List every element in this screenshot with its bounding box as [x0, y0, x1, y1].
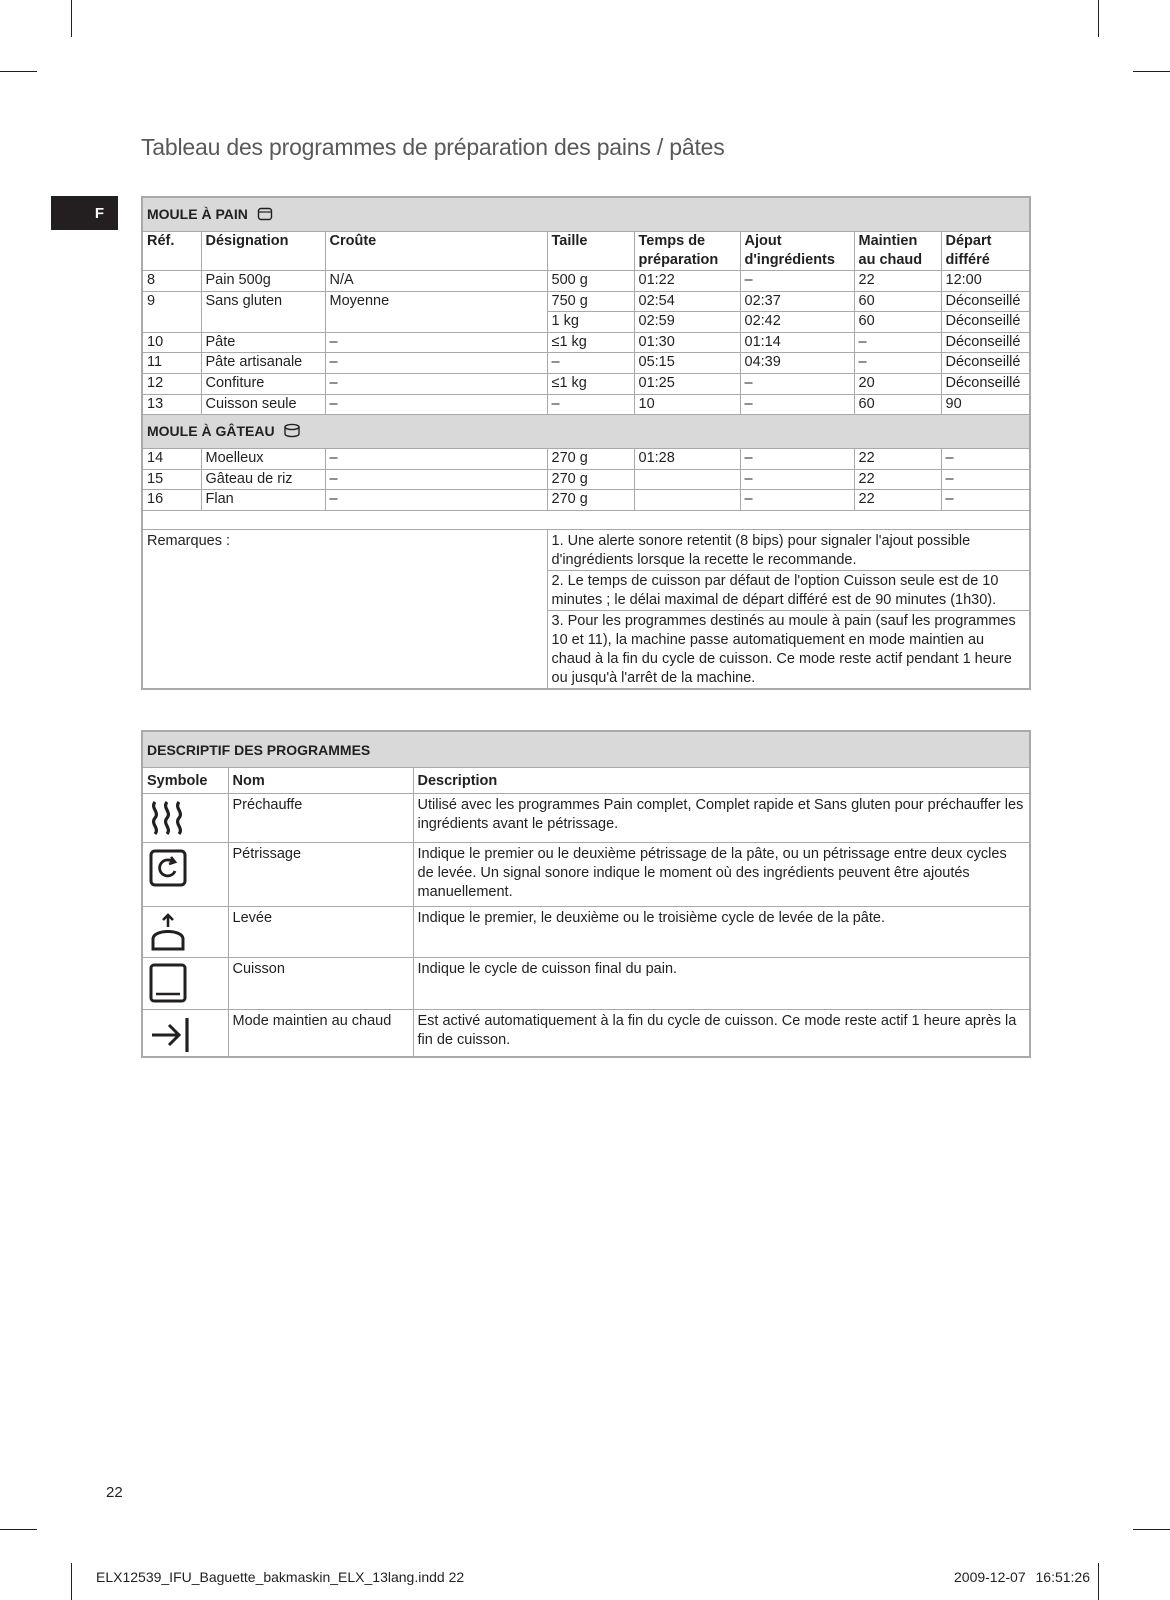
cell-depart: Déconseillé	[941, 312, 1030, 333]
header-designation: Désignation	[201, 232, 325, 271]
cell-maintien: 22	[854, 271, 941, 292]
cell-croute: –	[325, 353, 547, 374]
table-row	[142, 312, 1030, 333]
cell-taille: –	[547, 353, 634, 374]
cell-maintien: 22	[854, 449, 941, 470]
cell-designation: Gâteau de riz	[201, 469, 325, 490]
cell-taille: ≤1 kg	[547, 332, 634, 353]
cell-taille: –	[547, 394, 634, 415]
cell-depart: –	[941, 469, 1030, 490]
cell-croute: N/A	[325, 271, 547, 292]
program-name: Mode maintien au chaud	[228, 1010, 413, 1058]
cell-temps: 02:54	[634, 291, 740, 312]
cell-ajout: 04:39	[740, 353, 854, 374]
cell-ref: 9	[142, 291, 201, 312]
section-cake-pan-title: MOULE À GÂTEAU	[147, 423, 275, 440]
cell-maintien: –	[854, 332, 941, 353]
table-row	[142, 271, 1030, 292]
programs-table	[141, 196, 1031, 690]
table-row	[142, 1010, 1030, 1058]
cell-temps: 02:59	[634, 312, 740, 333]
section-descriptif	[142, 731, 1030, 768]
cell-designation: Pâte	[201, 332, 325, 353]
cell-croute: –	[325, 332, 547, 353]
program-description: Indique le cycle de cuisson final du pain.	[413, 958, 1030, 1010]
cell-ajout: –	[740, 449, 854, 470]
table-row	[142, 490, 1030, 511]
header-description: Description	[413, 768, 1030, 794]
cell-designation: Pâte artisanale	[201, 353, 325, 374]
cell-taille: 270 g	[547, 490, 634, 511]
cell-ajout: 01:14	[740, 332, 854, 353]
header-depart: Départ différé	[941, 232, 1030, 271]
header-nom: Nom	[228, 768, 413, 794]
table-row	[142, 794, 1030, 843]
cell-depart: Déconseillé	[941, 373, 1030, 394]
program-name: Levée	[228, 907, 413, 958]
cell-taille: 270 g	[547, 449, 634, 470]
cell-ref: 12	[142, 373, 201, 394]
cell-designation: Moelleux	[201, 449, 325, 470]
cell-designation	[201, 312, 325, 333]
cell-designation: Flan	[201, 490, 325, 511]
cell-ref: 8	[142, 271, 201, 292]
table-row	[142, 291, 1030, 312]
cell-ref: 10	[142, 332, 201, 353]
table-header-row	[142, 768, 1030, 794]
crop-mark	[1098, 0, 1099, 37]
crop-mark	[1098, 1563, 1099, 1600]
program-description: Indique le premier, le deuxième ou le troisième cycle de levée de la pâte.	[413, 907, 1030, 958]
table-row	[142, 907, 1030, 958]
symbol-cell	[142, 907, 228, 958]
bake-icon	[147, 962, 191, 1006]
table-row	[142, 353, 1030, 374]
cell-temps	[634, 490, 740, 511]
cell-croute: –	[325, 469, 547, 490]
spacer-row	[142, 510, 1030, 529]
cell-maintien: 60	[854, 291, 941, 312]
cell-temps	[634, 469, 740, 490]
cell-ajout: –	[740, 394, 854, 415]
cell-croute: –	[325, 490, 547, 511]
program-name: Pétrissage	[228, 843, 413, 907]
cell-ajout: –	[740, 271, 854, 292]
page-number: 22	[106, 1484, 123, 1501]
cell-temps: 01:30	[634, 332, 740, 353]
section-cake-pan	[142, 415, 1030, 449]
table-row	[142, 394, 1030, 415]
crop-mark	[1133, 71, 1170, 72]
footer-filename: ELX12539_IFU_Baguette_bakmaskin_ELX_13lang.indd 22	[96, 1569, 465, 1585]
cell-depart: 12:00	[941, 271, 1030, 292]
cell-croute: –	[325, 394, 547, 415]
header-ajout: Ajout d'ingrédients	[740, 232, 854, 271]
crop-mark	[0, 71, 37, 72]
remarks-label: Remarques :	[142, 529, 547, 689]
cell-depart: Déconseillé	[941, 353, 1030, 374]
program-description: Utilisé avec les programmes Pain complet, Complet rapide et Sans gluten pour préchauffer les ingrédients avant le pétrissage.	[413, 794, 1030, 843]
cell-maintien: 60	[854, 394, 941, 415]
cell-ajout: –	[740, 373, 854, 394]
cell-depart: Déconseillé	[941, 291, 1030, 312]
cell-ref: 11	[142, 353, 201, 374]
table-row	[142, 332, 1030, 353]
cell-designation: Pain 500g	[201, 271, 325, 292]
header-ref: Réf.	[142, 232, 201, 271]
cell-depart: Déconseillé	[941, 332, 1030, 353]
table-row	[142, 449, 1030, 470]
remarks-row	[142, 529, 1030, 570]
crop-mark	[1133, 1529, 1170, 1530]
cell-taille: 500 g	[547, 271, 634, 292]
cell-ref: 13	[142, 394, 201, 415]
cell-depart: –	[941, 449, 1030, 470]
cell-maintien: 22	[854, 469, 941, 490]
table-row	[142, 373, 1030, 394]
crop-mark	[0, 1529, 37, 1530]
cell-croute: Moyenne	[325, 291, 547, 312]
cell-maintien: 20	[854, 373, 941, 394]
symbol-cell	[142, 843, 228, 907]
preheat-icon	[147, 798, 191, 838]
bread-pan-icon	[257, 206, 273, 222]
remark-2: 2. Le temps de cuisson par défaut de l'option Cuisson seule est de 10 minutes ; le délai maximal de départ différé est de 90 minutes (1h30).	[547, 570, 1030, 610]
cell-maintien: –	[854, 353, 941, 374]
cell-ref: 14	[142, 449, 201, 470]
cell-taille: 1 kg	[547, 312, 634, 333]
cell-maintien: 60	[854, 312, 941, 333]
cake-pan-icon	[283, 423, 301, 439]
remark-1: 1. Une alerte sonore retentit (8 bips) pour signaler l'ajout possible d'ingrédients lorsque la recette le recommande.	[547, 529, 1030, 570]
cell-maintien: 22	[854, 490, 941, 511]
header-symbole: Symbole	[142, 768, 228, 794]
cell-depart: –	[941, 490, 1030, 511]
cell-ajout: 02:37	[740, 291, 854, 312]
symbol-cell	[142, 1010, 228, 1058]
cell-ajout: 02:42	[740, 312, 854, 333]
section-bread-pan	[142, 197, 1030, 232]
section-descriptif-title: DESCRIPTIF DES PROGRAMMES	[142, 731, 1030, 768]
program-description: Indique le premier ou le deuxième pétrissage de la pâte, ou un pétrissage entre deux cycles de levée. Un signal sonore indique le moment où des ingrédients peuvent être ajoutés manuellement.	[413, 843, 1030, 907]
program-description-table	[141, 730, 1031, 1058]
knead-icon	[147, 847, 191, 891]
header-taille: Taille	[547, 232, 634, 271]
cell-designation: Cuisson seule	[201, 394, 325, 415]
cell-croute: –	[325, 449, 547, 470]
cell-ajout: –	[740, 490, 854, 511]
cell-depart: 90	[941, 394, 1030, 415]
crop-mark	[71, 1563, 72, 1600]
section-bread-pan-title: MOULE À PAIN	[147, 206, 248, 222]
cell-designation: Sans gluten	[201, 291, 325, 312]
keep-warm-icon	[147, 1014, 195, 1056]
remark-3: 3. Pour les programmes destinés au moule à pain (sauf les programmes 10 et 11), la machine passe automatiquement en mode maintien au chaud à la fin du cycle de cuisson. Ce mode reste actif pendant 1 heure ou jusqu'à l'arrêt de la machine.	[547, 610, 1030, 689]
crop-mark	[71, 0, 72, 37]
footer-timestamp: 2009-12-07 16:51:26	[954, 1569, 1090, 1585]
cell-ref	[142, 312, 201, 333]
symbol-cell	[142, 794, 228, 843]
language-tab: F	[51, 196, 118, 230]
symbol-cell	[142, 958, 228, 1010]
cell-ref: 16	[142, 490, 201, 511]
cell-temps: 01:28	[634, 449, 740, 470]
table-row	[142, 843, 1030, 907]
cell-designation: Confiture	[201, 373, 325, 394]
program-name: Préchauffe	[228, 794, 413, 843]
rise-icon	[147, 911, 191, 955]
cell-taille: 270 g	[547, 469, 634, 490]
cell-croute: –	[325, 373, 547, 394]
cell-croute	[325, 312, 547, 333]
cell-temps: 10	[634, 394, 740, 415]
header-temps: Temps de préparation	[634, 232, 740, 271]
cell-temps: 01:22	[634, 271, 740, 292]
cell-ref: 15	[142, 469, 201, 490]
table-row	[142, 958, 1030, 1010]
program-name: Cuisson	[228, 958, 413, 1010]
cell-taille: 750 g	[547, 291, 634, 312]
header-maintien: Maintien au chaud	[854, 232, 941, 271]
table-row	[142, 469, 1030, 490]
page-title: Tableau des programmes de préparation des pains / pâtes	[141, 134, 725, 160]
program-description: Est activé automatiquement à la fin du cycle de cuisson. Ce mode reste actif 1 heure après la fin de cuisson.	[413, 1010, 1030, 1058]
cell-temps: 05:15	[634, 353, 740, 374]
table-header-row	[142, 232, 1030, 271]
cell-temps: 01:25	[634, 373, 740, 394]
header-croute: Croûte	[325, 232, 547, 271]
cell-taille: ≤1 kg	[547, 373, 634, 394]
cell-ajout: –	[740, 469, 854, 490]
